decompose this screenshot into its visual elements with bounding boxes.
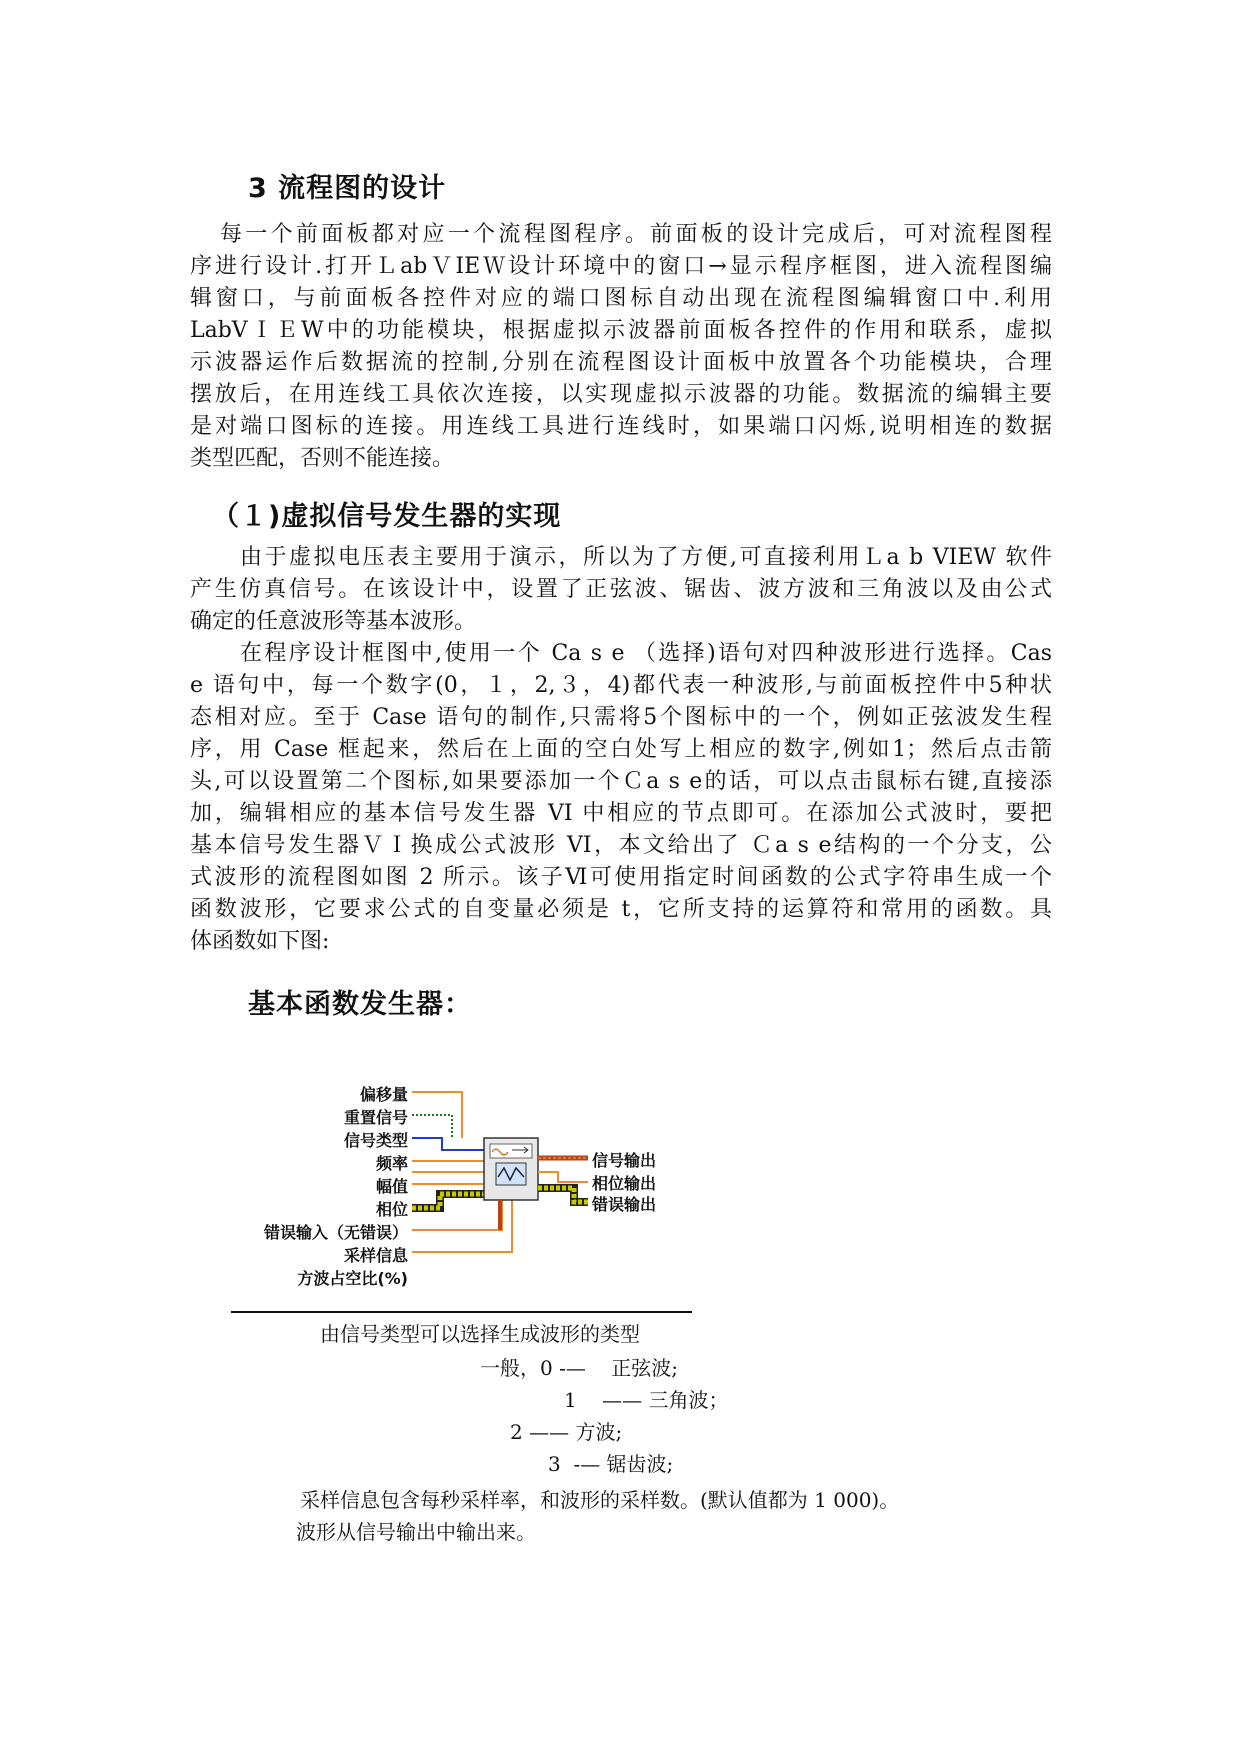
wire-phase-out xyxy=(538,1172,588,1182)
paragraph-line: LabVＩＥW中的功能模块，根据虚拟示波器前面板各控件的作用和联系，虚拟 xyxy=(190,318,1052,343)
label-phase: 相位 xyxy=(375,1200,408,1219)
paragraph-case-structure xyxy=(190,638,1052,958)
output-wires xyxy=(538,1158,588,1202)
label-error-out: 错误输出 xyxy=(592,1195,657,1214)
paragraph-line: 头,可以设置第二个图标,如果要添加一个Ｃa s e的话，可以点击鼠标右键,直接添 xyxy=(190,769,1052,794)
label-sampling-info: 采样信息 xyxy=(343,1246,408,1265)
label-phase-out: 相位输出 xyxy=(592,1174,657,1193)
paragraph-line: e 语句中，每一个数字(0，１，2,３，4)都代表一种波形,与前面板控件中5种状 xyxy=(190,673,1052,698)
paragraph-line: 体函数如下图: xyxy=(190,929,330,954)
wire-reset xyxy=(412,1115,452,1138)
function-generator-heading: 基本函数发生器： xyxy=(248,989,472,1020)
paragraph-line: 在程序设计框图中,使用一个 Ca s e （选择)语句对四种波形进行选择。Cas xyxy=(240,641,1052,666)
paragraph-line: 类型匹配，否则不能连接。 xyxy=(190,446,455,471)
paragraph-line: 每一个前面板都对应一个流程图程序。前面板的设计完成后，可对流程图程 xyxy=(220,222,1052,247)
type-option-1: 1 —— 三角波； xyxy=(564,1388,729,1412)
paragraph-line: 示波器运作后数据流的控制,分别在流程图设计面板中放置各个功能模块，合理 xyxy=(190,350,1052,375)
type-option-2: 2 —— 方波; xyxy=(510,1420,623,1444)
paragraph-line: 摆放后，在用连线工具依次连接，以实现虚拟示波器的功能。数据流的编辑主要 xyxy=(190,382,1052,407)
paragraph-line: 是对端口图标的连接。用连线工具进行连线时，如果端口闪烁,说明相连的数据 xyxy=(190,414,1052,439)
paragraph-line: 序，用 Case 框起来，然后在上面的空白处写上相应的数字,例如1；然后点击箭 xyxy=(190,737,1052,762)
paragraph-line: 态相对应。至于 Case 语句的制作,只需将5个图标中的一个，例如正弦波发生程 xyxy=(190,705,1052,730)
type-option-0: 一般，0 -— 正弦波; xyxy=(480,1356,679,1380)
label-frequency: 频率 xyxy=(375,1154,408,1173)
label-signal-out: 信号输出 xyxy=(592,1151,657,1170)
subsection-heading: （１)虚拟信号发生器的实现 xyxy=(212,501,562,532)
label-reset-signal: 重置信号 xyxy=(343,1108,408,1127)
wire-error-out xyxy=(538,1188,588,1202)
paragraph-line: 序进行设计.打开ＬabＶIEＷ设计环境中的窗口→显示程序框图，进入流程图编 xyxy=(190,254,1052,279)
paragraph-line: 式波形的流程图如图 2 所示。该子Ⅵ可使用指定时间函数的公式字符串生成一个 xyxy=(190,865,1052,890)
paragraph-flowchart-design xyxy=(190,219,1052,475)
label-error-in: 错误输入（无错误） xyxy=(263,1223,408,1242)
output-info-note: 波形从信号输出中输出来。 xyxy=(296,1520,536,1544)
function-generator-diagram xyxy=(240,1080,690,1330)
type-option-3: 3 -— 锯齿波; xyxy=(548,1452,674,1476)
diagram-divider xyxy=(231,1311,692,1313)
paragraph-line: 确定的任意波形等基本波形。 xyxy=(190,609,477,634)
sampling-info-note: 采样信息包含每秒采样率，和波形的采样数。(默认值都为 1 000)。 xyxy=(300,1488,900,1512)
paragraph-line: 加，编辑相应的基本信号发生器 VI 中相应的节点即可。在添加公式波时，要把 xyxy=(190,801,1052,826)
section-heading: 3 流程图的设计 xyxy=(248,173,447,204)
paragraph-line: 辑窗口，与前面板各控件对应的端口图标自动出现在流程图编辑窗口中.利用 xyxy=(190,286,1052,311)
paragraph-line: 由于虚拟电压表主要用于演示，所以为了方便,可直接利用Ｌa b VIEW 软件 xyxy=(240,545,1052,570)
paragraph-line: 基本信号发生器ＶＩ换成公式波形 VI，本文给出了 Ｃa s e结构的一个分支，公 xyxy=(190,833,1052,858)
label-offset: 偏移量 xyxy=(359,1085,408,1104)
vi-icon xyxy=(484,1138,538,1200)
paragraph-simulation-signal xyxy=(190,542,1052,638)
label-amplitude: 幅值 xyxy=(375,1177,408,1196)
wire-signal-type xyxy=(412,1138,484,1150)
label-duty-cycle: 方波占空比(%) xyxy=(297,1269,408,1288)
label-signal-type: 信号类型 xyxy=(343,1131,408,1150)
paragraph-line: 函数波形，它要求公式的自变量必须是 t，它所支持的运算符和常用的函数。具 xyxy=(190,897,1052,922)
caption-signal-type: 由信号类型可以选择生成波形的类型 xyxy=(320,1322,640,1346)
paragraph-line: 产生仿真信号。在该设计中，设置了正弦波、锯齿、波方波和三角波以及由公式 xyxy=(190,577,1052,602)
